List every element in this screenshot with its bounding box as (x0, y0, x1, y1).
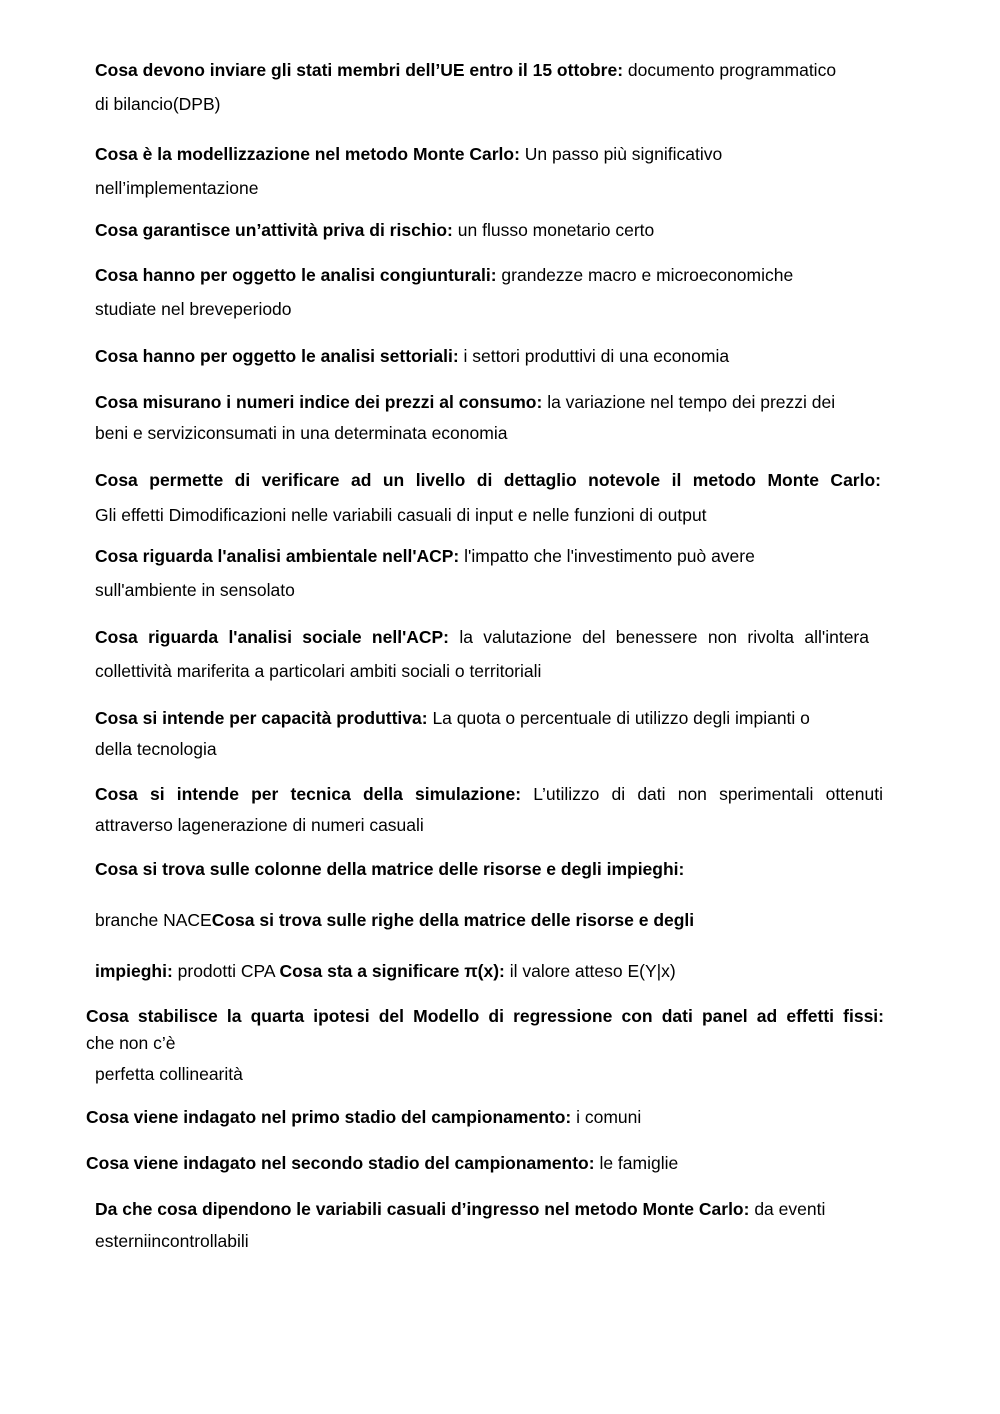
question-text: Cosa stabilisce la quarta ipotesi del Modello di regressione con dati panel ad effetti fissi: (86, 1006, 884, 1026)
answer-line (95, 298, 292, 320)
answer-text: nell’implementazione (95, 178, 259, 198)
question-text: Cosa devono inviare gli stati membri dell’UE entro il 15 ottobre: (95, 60, 624, 80)
answer-line (95, 177, 258, 199)
answer-text: collettività mariferita a particolari ambiti sociali o territoriali (95, 661, 542, 681)
answer-text: perfetta collinearità (95, 1064, 243, 1084)
question-line (95, 626, 869, 648)
answer-text: attraverso lagenerazione di numeri casuali (95, 815, 424, 835)
answer-text: da eventi (749, 1199, 826, 1219)
question-text: Da che cosa dipendono le variabili casuali d’ingresso nel metodo Monte Carlo: (95, 1199, 750, 1219)
question-text: Cosa hanno per oggetto le analisi congiunturali: (95, 265, 497, 285)
answer-text: di bilancio(DPB) (95, 94, 221, 114)
question-line (95, 391, 835, 413)
question-line (86, 1152, 678, 1174)
answer-line (95, 579, 295, 601)
answer-line (95, 660, 541, 682)
answer-text: branche NACE (95, 910, 212, 930)
question-line (95, 143, 722, 165)
answer-text: il valore atteso E(Y|x) (504, 961, 676, 981)
question-line (95, 783, 883, 805)
question-line (86, 1106, 641, 1128)
answer-text: La quota o percentuale di utilizzo degli impianti o (427, 708, 810, 728)
answer-text: un flusso monetario certo (452, 220, 655, 240)
question-line (95, 1198, 825, 1220)
question-line (95, 909, 694, 931)
question-line (95, 345, 729, 367)
question-text: Cosa è la modellizzazione nel metodo Monte Carlo: (95, 144, 520, 164)
question-text: Cosa sta a significare π(x): (279, 961, 505, 981)
question-text: Cosa riguarda l'analisi sociale nell'ACP: (95, 627, 450, 647)
answer-line (95, 1230, 249, 1252)
question-line (95, 469, 881, 491)
question-text: Cosa hanno per oggetto le analisi settoriali: (95, 346, 459, 366)
answer-line (95, 93, 220, 115)
answer-text: della tecnologia (95, 739, 217, 759)
question-text: Cosa permette di verificare ad un livello di dettaglio notevole il metodo Monte Carlo: (95, 470, 881, 490)
question-line (95, 59, 836, 81)
question-line (95, 960, 676, 982)
answer-line (95, 738, 217, 760)
answer-text: i comuni (571, 1107, 642, 1127)
answer-text: L’utilizzo di dati non sperimentali ottenuti (521, 784, 883, 804)
question-line (95, 219, 654, 241)
question-text: Cosa misurano i numeri indice dei prezzi al consumo: (95, 392, 543, 412)
question-text: Cosa si intende per tecnica della simulazione: (95, 784, 522, 804)
answer-text: Gli effetti Dimodificazioni nelle variabili casuali di input e nelle funzioni di output (95, 505, 707, 525)
question-line (95, 858, 684, 880)
question-line (95, 707, 810, 729)
answer-line (95, 504, 707, 526)
answer-text: documento programmatico (623, 60, 837, 80)
answer-text: Un passo più significativo (519, 144, 723, 164)
question-text: Cosa riguarda l'analisi ambientale nell'ACP: (95, 546, 460, 566)
answer-text: i settori produttivi di una economia (458, 346, 730, 366)
question-text: Cosa si trova sulle colonne della matrice delle risorse e degli impieghi: (95, 859, 685, 879)
answer-line (95, 814, 424, 836)
answer-text: sull'ambiente in sensolato (95, 580, 295, 600)
answer-text: beni e serviziconsumati in una determinata economia (95, 423, 508, 443)
answer-text: prodotti CPA (172, 961, 280, 981)
answer-text: l'impatto che l'investimento può avere (459, 546, 755, 566)
question-text: Cosa viene indagato nel primo stadio del campionamento: (86, 1107, 572, 1127)
answer-text: la variazione nel tempo dei prezzi dei (542, 392, 836, 412)
question-line (86, 1005, 884, 1027)
answer-text: che non c’è (86, 1033, 176, 1053)
question-text: Cosa garantisce un’attività priva di rischio: (95, 220, 453, 240)
question-text: impieghi: (95, 961, 173, 981)
question-line (95, 545, 755, 567)
question-text: Cosa viene indagato nel secondo stadio del campionamento: (86, 1153, 595, 1173)
question-text: Cosa si trova sulle righe della matrice delle risorse e degli (211, 910, 695, 930)
answer-text: le famiglie (594, 1153, 679, 1173)
answer-text: studiate nel breveperiodo (95, 299, 292, 319)
question-line (95, 264, 793, 286)
question-text: Cosa si intende per capacità produttiva: (95, 708, 428, 728)
answer-text: esterniincontrollabili (95, 1231, 249, 1251)
answer-line (86, 1032, 176, 1054)
answer-line (95, 422, 507, 444)
answer-text: grandezze macro e microeconomiche (496, 265, 794, 285)
answer-text: la valutazione del benessere non rivolta all'intera (449, 627, 869, 647)
answer-line (95, 1063, 243, 1085)
